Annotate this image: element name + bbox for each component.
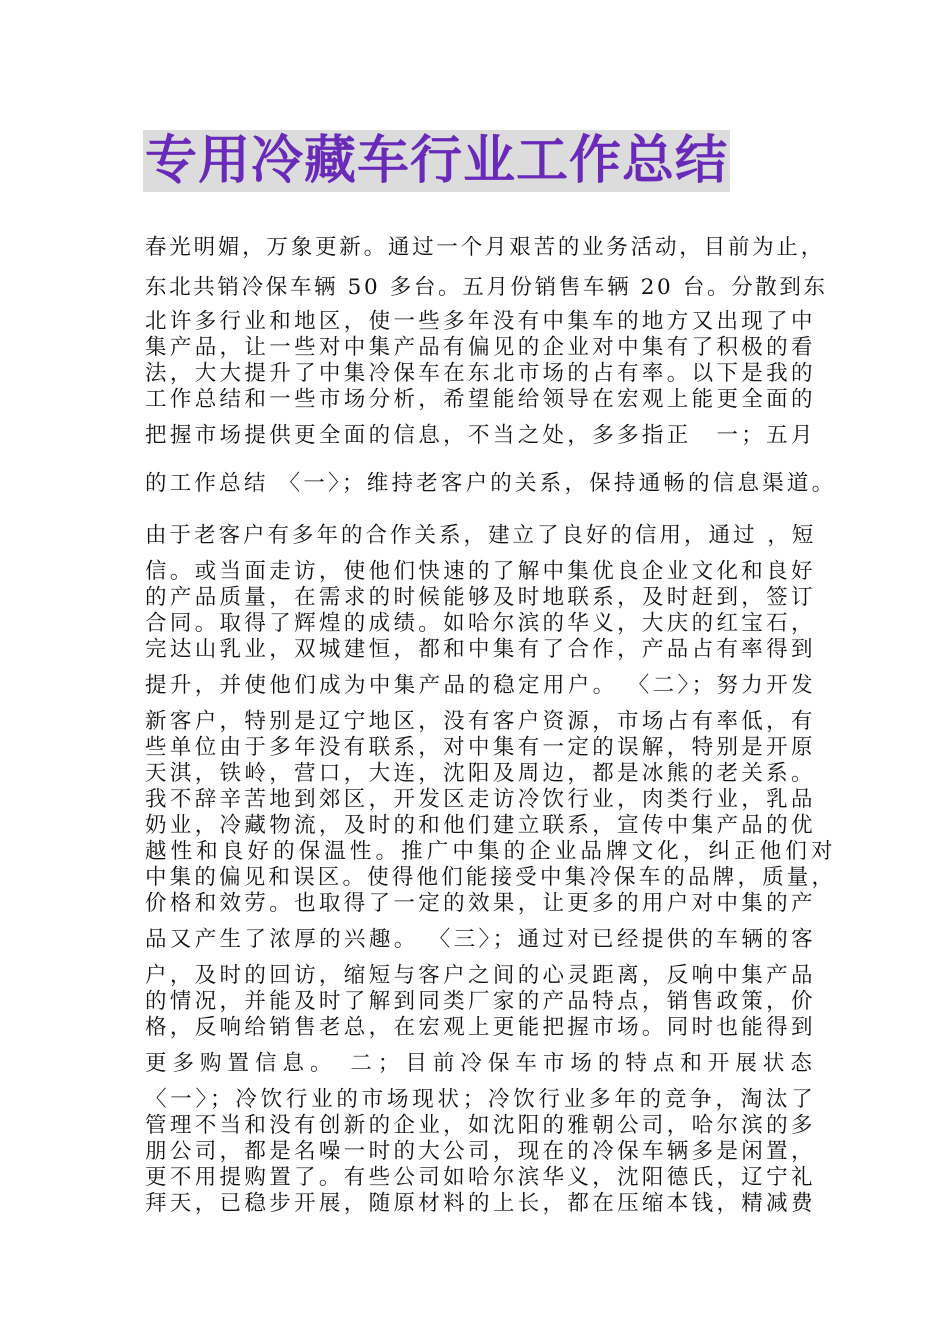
paragraph-line: 信。或当面走访，使他们快速的了解中集优良企业文化和良好 (145, 559, 816, 584)
paragraph-line: 更不用提购置了。有些公司如哈尔滨华义，沈阳德氏，辽宁礼 (145, 1165, 816, 1190)
paragraph-line: 品又产生了浓厚的兴趣。 〈三〉；通过对已经提供的车辆的客 (145, 927, 816, 952)
paragraph-line: 的情况，并能及时了解到同类厂家的产品特点，销售政策，价 (145, 989, 816, 1014)
paragraph-line: 的工作总结 〈一〉；维持老客户的关系，保持通畅的信息渠道。 (145, 471, 837, 496)
paragraph-line: 中集的偏见和误区。使得他们能接受中集冷保车的品牌，质量， (145, 865, 837, 890)
paragraph-line: 北许多行业和地区，使一些多年没有中集车的地方又出现了中 (145, 309, 816, 334)
paragraph-line: 新客户，特别是辽宁地区，没有客户资源，市场占有率低，有 (145, 709, 816, 734)
paragraph-line: 春光明媚，万象更新。通过一个月艰苦的业务活动，目前为止， (145, 235, 826, 260)
paragraph-line: 把握市场提供更全面的信息，不当之处，多多指正 一；五月 (145, 423, 816, 448)
paragraph-line: 户，及时的回访，缩短与客户之间的心灵距离，反响中集产品 (145, 963, 816, 988)
paragraph-line: 东北共销冷保车辆 50 多台。五月份销售车辆 20 台。分散到东 (145, 275, 828, 300)
paragraph-line: 越性和良好的保温性。推广中集的企业品牌文化，纠正他们对 (145, 839, 837, 864)
paragraph-line: 管理不当和没有创新的企业，如沈阳的雅朝公司，哈尔滨的多 (145, 1113, 816, 1138)
paragraph-line: 更多购置信息。 二；目前冷保车市场的特点和开展状态 (145, 1051, 818, 1076)
paragraph-line: 法，大大提升了中集冷保车在东北市场的占有率。以下是我的 (145, 361, 816, 386)
paragraph-line: 完达山乳业，双城建恒，都和中集有了合作，产品占有率得到 (145, 637, 816, 662)
paragraph-line: 提升，并使他们成为中集产品的稳定用户。 〈二〉；努力开发 (145, 673, 816, 698)
paragraph-line: 朋公司，都是名噪一时的大公司，现在的冷保车辆多是闲置， (145, 1139, 816, 1164)
paragraph-line: 价格和效劳。也取得了一定的效果，让更多的用户对中集的产 (145, 891, 816, 916)
paragraph-line: 拜天，已稳步开展，随原材料的上长，都在压缩本钱，精减费 (145, 1191, 816, 1216)
document-title: 专用冷藏车行业工作总结 (145, 131, 729, 191)
paragraph-line: 工作总结和一些市场分析，希望能给领导在宏观上能更全面的 (145, 387, 816, 412)
paragraph-line: 天淇，铁岭，营口，大连，沈阳及周边，都是冰熊的老关系。 (145, 761, 816, 786)
paragraph-line: 些单位由于多年没有联系，对中集有一定的误解，特别是开原 (145, 735, 816, 760)
paragraph-line: 由于老客户有多年的合作关系，建立了良好的信用，通过 ，短 (145, 523, 817, 548)
paragraph-line: 我不辞辛苦地到郊区，开发区走访冷饮行业，肉类行业，乳品 (145, 787, 816, 812)
paragraph-line: 格，反响给销售老总，在宏观上更能把握市场。同时也能得到 (145, 1015, 816, 1040)
paragraph-line: 奶业，冷藏物流，及时的和他们建立联系，宣传中集产品的优 (145, 813, 816, 838)
paragraph-line: 的产品质量，在需求的时候能够及时地联系，及时赶到，签订 (145, 585, 816, 610)
paragraph-line: 集产品，让一些对中集产品有偏见的企业对中集有了积极的看 (145, 335, 816, 360)
paragraph-line: 合同。取得了辉煌的成绩。如哈尔滨的华义，大庆的红宝石， (145, 611, 816, 636)
paragraph-line: 〈一〉；冷饮行业的市场现状；冷饮行业多年的竞争，淘汰了 (145, 1087, 817, 1112)
